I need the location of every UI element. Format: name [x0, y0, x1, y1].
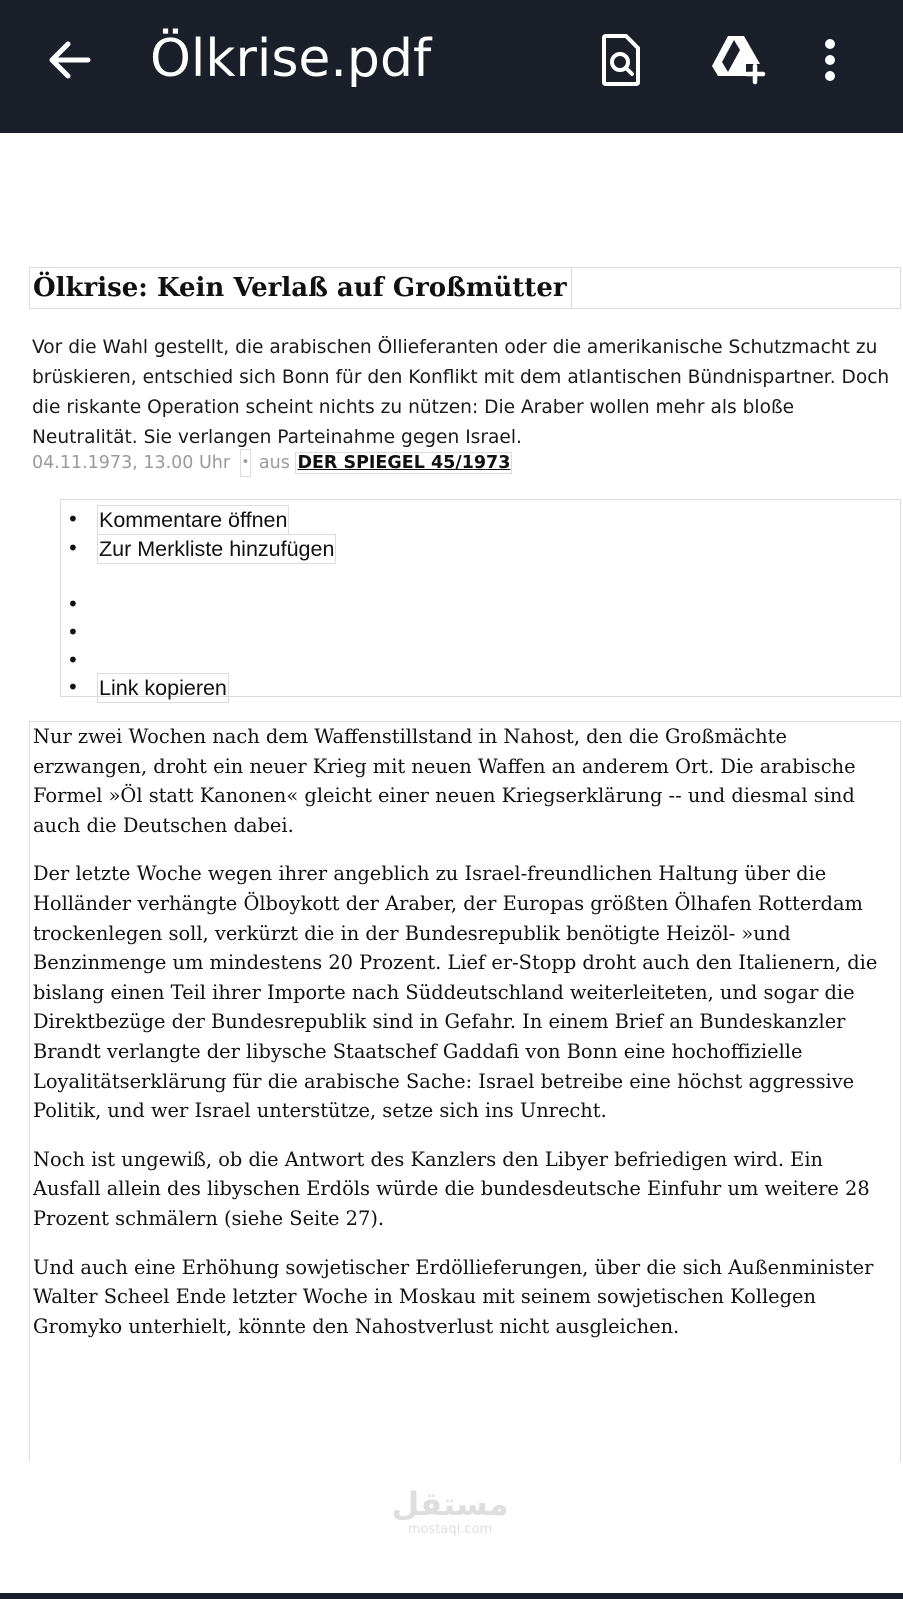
- bottom-system-bar: [0, 1593, 903, 1599]
- open-comments-link[interactable]: Kommentare öffnen: [97, 505, 289, 535]
- article-body: [33, 722, 895, 1360]
- document-title: Ölkrise.pdf: [150, 29, 432, 89]
- body-paragraph: Noch ist ungewiß, ob die Antwort des Kanzlers den Libyer befriedigen wird. Ein Ausfall allein des libyschen Erdöls würde die bundesdeutsche Einfuhr um weitere 28 Prozent schmälern (siehe Seite 27).: [33, 1147, 870, 1230]
- bullet-icon: •: [67, 592, 79, 616]
- article-actions: [60, 499, 901, 700]
- bullet-icon: •: [67, 620, 79, 644]
- bullet-icon: •: [67, 648, 79, 672]
- watermark-latin: mostaql.com: [407, 1522, 493, 1537]
- action-item-copy-link[interactable]: [61, 673, 900, 701]
- action-item-empty: [61, 618, 900, 646]
- bullet-icon: •: [67, 507, 79, 531]
- article-body-container: [29, 721, 901, 1462]
- headline-container: [29, 267, 901, 309]
- action-item-empty: [61, 590, 900, 618]
- article-teaser: Vor die Wahl gestellt, die arabischen Öllieferanten oder die amerikanische Schutzmacht zu brüskieren, entschied sich Bonn für den Konflikt mit dem atlantischen Bündnispartner. Doch die riskante Operation scheint nichts zu nützen: Die Araber wollen mehr als bloße Neutralität. Sie verlangen Parteinahme gegen Israel.: [32, 337, 890, 448]
- more-vertical-icon[interactable]: [818, 30, 878, 90]
- add-to-watchlist-link[interactable]: Zur Merkliste hinzufügen: [97, 534, 336, 564]
- body-paragraph: Nur zwei Wochen nach dem Waffenstillstand in Nahost, den die Großmächte erzwangen, droht ein neuer Krieg mit neuen Waffen an anderem Ort. Die arabische Formel »Öl statt Kanonen« gleicht einer neuen Kriegserklärung -- und diesmal sind auch die Deutschen dabei.: [33, 725, 856, 837]
- publish-date: 04.11.1973, 13.00 Uhr: [32, 453, 231, 473]
- body-paragraph: Und auch eine Erhöhung sowjetischer Erdöllieferungen, über die sich Außenminister Walter Scheel Ende letzter Woche in Moskau mit seinem sowjetischen Kollegen Gromyko unterhielt, könnte den Nahostverlust nicht ausgleichen.: [33, 1255, 874, 1338]
- watermark-arabic: مستقل: [391, 1485, 509, 1523]
- article-headline: Ölkrise: Kein Verlaß auf Großmütter: [33, 268, 572, 308]
- action-item-empty: [61, 646, 900, 674]
- body-paragraph: Der letzte Woche wegen ihrer angeblich zu Israel-freundlichen Haltung über die Holländer verhängte Ölboykott der Araber, der Europas größten Ölhafen Rotterdam trockenlegen soll, verkürzt die in der Bundesrepublik benötigte Heizöl- »und Benzinmenge um mindestens 20 Prozent. Lief er-Stopp droht auch den Italienern, die bislang einen Teil ihrer Importe nach Süddeutschland weiterleiteten, und sogar die Direktbezüge der Bundesrepublik sind in Gefahr. In einem Brief an Bundeskanzler Brandt verlangte der libysche Staatschef Gaddafi von Bonn eine hochoffizielle Loyalitätserklärung für die arabische Sache: Israel betreibe eine höchst aggressive Politik, und wer Israel unterstütze, setze sich ins Unrecht.: [33, 862, 878, 1123]
- source-link[interactable]: DER SPIEGEL 45/1973: [297, 453, 511, 473]
- action-item-bookmark[interactable]: [61, 534, 900, 562]
- from-label: aus: [258, 453, 290, 473]
- bullet-icon: •: [67, 536, 79, 560]
- article-meta: [32, 449, 512, 477]
- app-bar: [0, 0, 903, 133]
- action-item-comments[interactable]: [61, 505, 900, 533]
- separator-dot: •: [240, 449, 252, 477]
- back-arrow-icon[interactable]: [44, 34, 96, 86]
- find-in-document-icon[interactable]: [592, 30, 652, 90]
- pdf-document-page[interactable]: [0, 133, 903, 1599]
- drive-add-icon[interactable]: [708, 30, 768, 90]
- copy-link-link[interactable]: Link kopieren: [97, 673, 229, 703]
- watermark: [380, 1486, 520, 1538]
- bullet-icon: •: [67, 675, 79, 699]
